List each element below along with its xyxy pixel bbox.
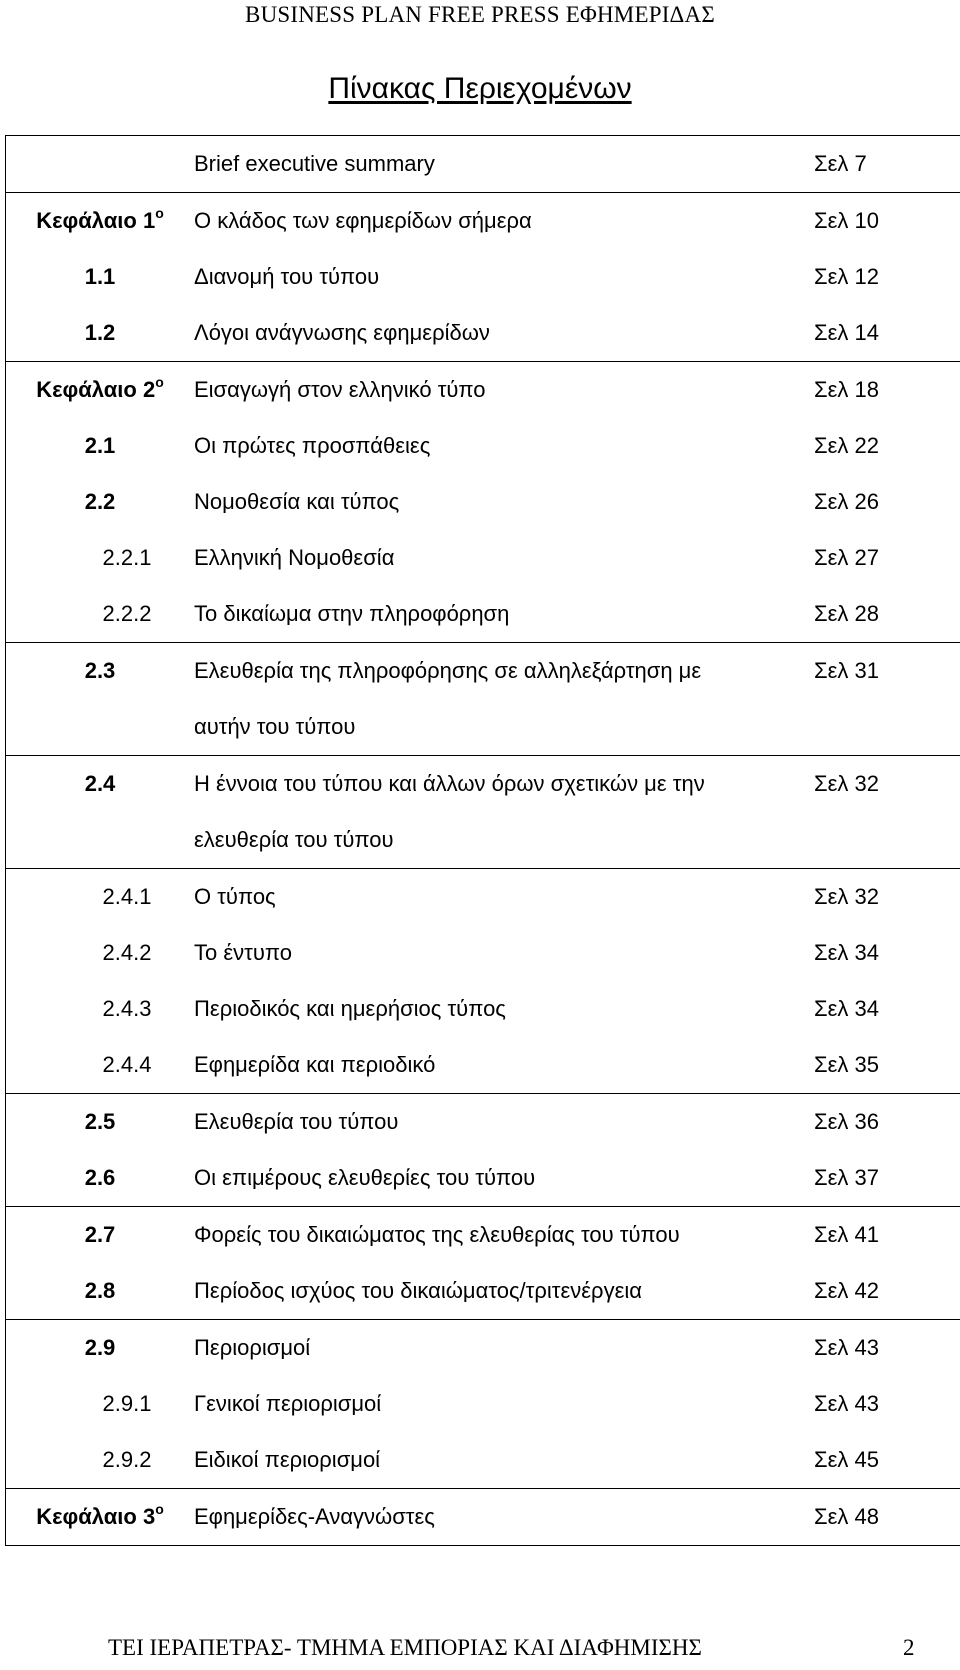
- toc-page-ref: Σελ 42: [814, 1263, 960, 1320]
- ordinal-superscript: ο: [155, 374, 164, 390]
- toc-entry-title: [194, 193, 814, 250]
- toc-section-number: [6, 249, 195, 305]
- toc-row: [6, 1376, 960, 1432]
- toc-section-label: 2.7: [84, 1222, 116, 1247]
- toc-row: [6, 1207, 960, 1264]
- toc-entry-line: Εισαγωγή στον ελληνικό τύπο: [194, 377, 486, 402]
- toc-section-number: [6, 1320, 195, 1377]
- toc-page-ref: Σελ 32: [814, 869, 960, 926]
- toc-page-ref: Σελ 14: [814, 305, 960, 362]
- toc-section-label: 2.4.2: [102, 940, 152, 965]
- toc-entry-line: Η έννοια του τύπου και άλλων όρων σχετικών με την: [194, 771, 705, 796]
- toc-page-ref: Σελ 22: [814, 418, 960, 474]
- toc-section-label: 1.2: [84, 320, 116, 345]
- toc-entry-line: Εφημερίδες-Αναγνώστες: [194, 1504, 435, 1529]
- toc-page-ref: Σελ 27: [814, 530, 960, 586]
- toc-section-label: 2.4.3: [102, 996, 152, 1021]
- toc-section-label: Κεφάλαιο 1: [36, 208, 156, 233]
- ordinal-superscript: ο: [155, 205, 164, 221]
- toc-page-ref: Σελ 7: [814, 136, 960, 193]
- toc-section-label: 2.4.4: [102, 1052, 152, 1077]
- toc-entry-title: [194, 362, 814, 419]
- toc-section-number: [6, 362, 195, 419]
- toc-page-ref: Σελ 12: [814, 249, 960, 305]
- toc-section-label: 2.3: [84, 658, 116, 683]
- toc-section-number: [6, 1376, 195, 1432]
- toc-entry-title: [194, 869, 814, 926]
- toc-section-number: [6, 136, 195, 193]
- toc-section-label: Κεφάλαιο 3: [36, 1504, 156, 1529]
- toc-row: [6, 1489, 960, 1546]
- toc-page-ref: Σελ 43: [814, 1376, 960, 1432]
- toc-section-label: 2.8: [84, 1278, 116, 1303]
- toc-entry-line: Οι επιμέρους ελευθερίες του τύπου: [194, 1165, 536, 1190]
- toc-entry-title: [194, 643, 814, 756]
- toc-row: [6, 1150, 960, 1207]
- toc-row: [6, 1263, 960, 1320]
- toc-row: [6, 418, 960, 474]
- toc-entry-line: Ο τύπος: [194, 884, 276, 909]
- toc-entry-line: Γενικοί περιορισμοί: [194, 1391, 382, 1416]
- toc-section-label: 2.2.2: [102, 601, 152, 626]
- toc-entry-line: Το δικαίωμα στην πληροφόρηση: [194, 601, 510, 626]
- toc-page-ref: Σελ 34: [814, 925, 960, 981]
- toc-entry-title: [194, 249, 814, 305]
- toc-row: [6, 869, 960, 926]
- footer-text: ΤΕΙ ΙΕΡΑΠΕΤΡΑΣ- ΤΜΗΜΑ ΕΜΠΟΡΙΑΣ ΚΑΙ ΔΙΑΦΗΜΙΣΗΣ: [108, 1635, 702, 1660]
- toc-section-label: 2.9.2: [102, 1447, 152, 1472]
- toc-page-ref: Σελ 18: [814, 362, 960, 419]
- toc-section-number: [6, 193, 195, 250]
- toc-row: [6, 981, 960, 1037]
- toc-row: [6, 586, 960, 643]
- toc-section-number: [6, 474, 195, 530]
- toc-page-ref: Σελ 37: [814, 1150, 960, 1207]
- document-header: BUSINESS PLAN FREE PRESS ΕΦΗΜΕΡΙΔΑΣ: [245, 2, 715, 27]
- toc-entry-line: Φορείς του δικαιώματος της ελευθερίας του τύπου: [194, 1222, 680, 1247]
- toc-section-number: [6, 643, 195, 756]
- toc-section-number: [6, 869, 195, 926]
- toc-entry-line: Λόγοι ανάγνωσης εφημερίδων: [194, 320, 490, 345]
- footer-page-number: 2: [903, 1635, 915, 1660]
- toc-section-number: [6, 981, 195, 1037]
- toc-row: [6, 1094, 960, 1151]
- toc-entry-line: Ελευθερία του τύπου: [194, 1109, 399, 1134]
- toc-row: [6, 1320, 960, 1377]
- toc-entry-line: Ειδικοί περιορισμοί: [194, 1447, 381, 1472]
- toc-page-ref: Σελ 48: [814, 1489, 960, 1546]
- toc-entry-title: [194, 925, 814, 981]
- toc-page-ref: Σελ 26: [814, 474, 960, 530]
- toc-entry-title: [194, 1376, 814, 1432]
- toc-page-ref: Σελ 35: [814, 1037, 960, 1094]
- toc-entry-line: Το έντυπο: [194, 940, 293, 965]
- toc-row: [6, 925, 960, 981]
- toc-entry-title: [194, 1320, 814, 1377]
- toc-section-number: [6, 305, 195, 362]
- toc-row: [6, 1432, 960, 1489]
- toc-section-number: [6, 1207, 195, 1264]
- toc-page-ref: Σελ 41: [814, 1207, 960, 1264]
- toc-section-label: 2.1: [84, 433, 116, 458]
- toc-page-ref: Σελ 28: [814, 586, 960, 643]
- toc-section-number: [6, 1263, 195, 1320]
- toc-row: [6, 756, 960, 869]
- toc-entry-title: [194, 981, 814, 1037]
- toc-entry-title: [194, 1037, 814, 1094]
- toc-entry-line: Ελευθερία της πληροφόρησης σε αλληλεξάρτηση με: [194, 658, 702, 683]
- toc-entry-line-continued: ελευθερία του τύπου: [194, 827, 394, 852]
- toc-row: [6, 305, 960, 362]
- toc-section-number: [6, 586, 195, 643]
- toc-section-label: 2.6: [84, 1165, 116, 1190]
- toc-entry-line: Brief executive summary: [194, 151, 435, 176]
- toc-row: [6, 530, 960, 586]
- toc-section-number: [6, 1432, 195, 1489]
- toc-row: [6, 643, 960, 756]
- toc-entry-title: [194, 1432, 814, 1489]
- toc-section-number: [6, 1094, 195, 1151]
- toc-section-label: 2.2.1: [102, 545, 152, 570]
- toc-entry-title: [194, 418, 814, 474]
- toc-page-ref: Σελ 31: [814, 643, 960, 756]
- toc-section-number: [6, 1037, 195, 1094]
- toc-section-label: 2.9.1: [102, 1391, 152, 1416]
- toc-entry-line: Περίοδος ισχύος του δικαιώματος/τριτενέργεια: [194, 1278, 642, 1303]
- toc-section-label: 2.5: [84, 1109, 116, 1134]
- toc-entry-line: Περιοδικός και ημερήσιος τύπος: [194, 996, 506, 1021]
- toc-section-number: [6, 530, 195, 586]
- toc-entry-line: Εφημερίδα και περιοδικό: [194, 1052, 436, 1077]
- toc-row: [6, 136, 960, 193]
- toc-entry-title: [194, 586, 814, 643]
- toc-entry-title: [194, 474, 814, 530]
- toc-page-ref: Σελ 10: [814, 193, 960, 250]
- toc-row: [6, 362, 960, 419]
- toc-section-number: [6, 756, 195, 869]
- toc-entry-title: [194, 530, 814, 586]
- toc-row: [6, 474, 960, 530]
- toc-page-ref: Σελ 32: [814, 756, 960, 869]
- toc-entry-line: Περιορισμοί: [194, 1335, 311, 1360]
- toc-section-number: [6, 1489, 195, 1546]
- toc-section-label: 2.9: [84, 1335, 116, 1360]
- toc-entry-title: [194, 1207, 814, 1264]
- toc-page-ref: Σελ 45: [814, 1432, 960, 1489]
- toc-entry-line: Οι πρώτες προσπάθειες: [194, 433, 431, 458]
- toc-entry-line: Διανομή του τύπου: [194, 264, 380, 289]
- toc-row: [6, 1037, 960, 1094]
- toc-entry-title: [194, 756, 814, 869]
- toc-section-label: 2.4: [84, 771, 116, 796]
- toc-section-label: 2.4.1: [102, 884, 152, 909]
- toc-entry-title: [194, 1263, 814, 1320]
- toc-page-ref: Σελ 36: [814, 1094, 960, 1151]
- toc-entry-title: [194, 1489, 814, 1546]
- toc-section-number: [6, 418, 195, 474]
- toc-entry-line: Ελληνική Νομοθεσία: [194, 545, 395, 570]
- toc-entry-title: [194, 1094, 814, 1151]
- toc-section-label: 1.1: [84, 264, 116, 289]
- toc-entry-title: [194, 305, 814, 362]
- toc-entry-title: [194, 136, 814, 193]
- toc-row: [6, 249, 960, 305]
- toc-entry-line-continued: αυτήν του τύπου: [194, 714, 356, 739]
- toc-entry-line: Νομοθεσία και τύπος: [194, 489, 400, 514]
- page-title: Πίνακας Περιεχομένων: [328, 72, 632, 105]
- toc-section-number: [6, 925, 195, 981]
- toc-section-label: Κεφάλαιο 2: [36, 377, 156, 402]
- toc-page-ref: Σελ 43: [814, 1320, 960, 1377]
- ordinal-superscript: ο: [155, 1501, 164, 1517]
- toc-entry-title: [194, 1150, 814, 1207]
- toc-row: [6, 193, 960, 250]
- table-of-contents: [5, 135, 960, 1546]
- toc-section-number: [6, 1150, 195, 1207]
- toc-page-ref: Σελ 34: [814, 981, 960, 1037]
- toc-section-label: 2.2: [84, 489, 116, 514]
- toc-entry-line: Ο κλάδος των εφημερίδων σήμερα: [194, 208, 532, 233]
